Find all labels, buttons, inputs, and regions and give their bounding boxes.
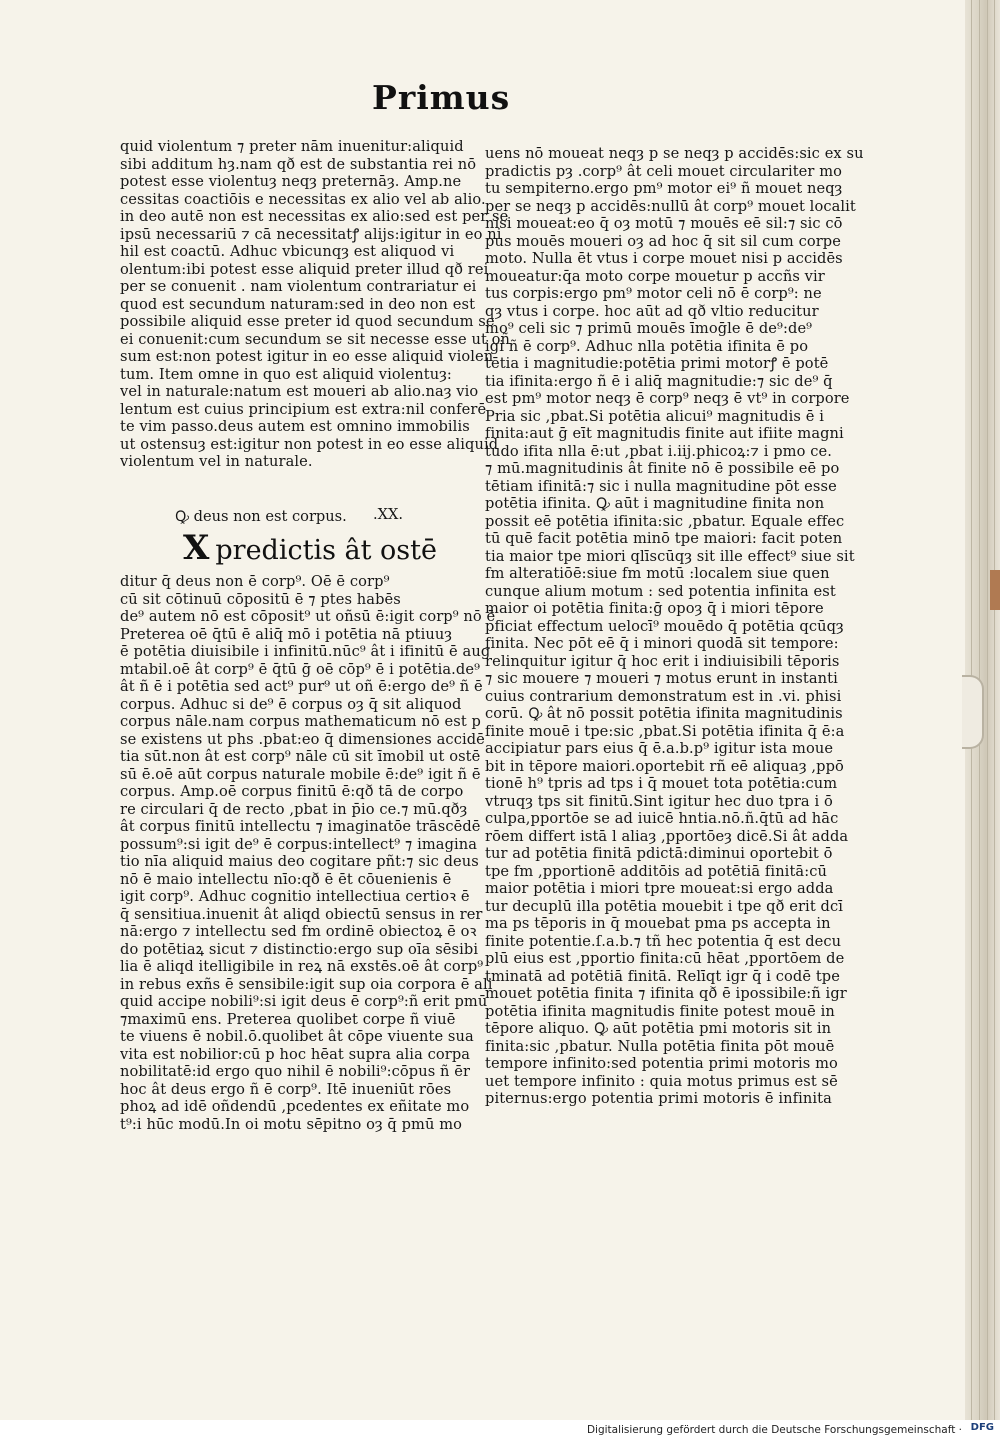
text-line: potētia ifinita magnitudis finite potest mouē in bbox=[485, 1002, 835, 1020]
text-line: de⁹ autem nō est cōposit⁹ ut oñsū ē:igit corp⁹ nō ē bbox=[120, 608, 496, 625]
text-line: corū. Ꝙ ât nō possit potētia ifinita magnitudinis bbox=[485, 705, 843, 722]
text-line: possit eē potētia ifinita:sic ,pbatur. Equale effec bbox=[485, 512, 845, 530]
text-line: olentum:ibi potest esse aliquid preter illud qð rei bbox=[120, 260, 489, 278]
text-line: culpa,pportōe se ad iuicē hntia.nō.ñ.q̄tū ad hāc bbox=[485, 810, 839, 827]
text-line: uens nō moueat neqȝ p se neqȝ p accidēs:sic ex su bbox=[485, 145, 864, 162]
text-line: cuius contrarium demonstratum est in .vi. phisi bbox=[485, 687, 842, 705]
text-line: tempore infinito:sed potentia primi motoris mo bbox=[485, 1055, 838, 1072]
text-line: mtabil.oē ât corp⁹ ē q̄tū ḡ oē cōp⁹ ē i potētia.de⁹ bbox=[120, 660, 481, 678]
left-column-body bbox=[120, 573, 495, 1133]
text-line: Preterea oē q̄tū ē aliq̄ mō i potētia nā ptiuuȝ bbox=[120, 625, 453, 643]
text-line: bit in tēpore maiori.oportebit rñ eē aliquaȝ ,ppō bbox=[485, 757, 844, 775]
text-line: fm alteratiōē:siue fm motū :localem siue quen bbox=[485, 565, 830, 582]
digitization-footer bbox=[0, 1420, 1000, 1442]
text-line: nā:ergo ⁊ intellectu sed fm ordinē obiectoꝝ ē oꝛ bbox=[120, 923, 477, 940]
text-line: corpus nāle.nam corpus mathematicum nō est p bbox=[120, 713, 481, 730]
text-line: vtruqȝ tps sit finitū.Sint igitur hec duo tpra i ō bbox=[485, 792, 833, 810]
text-line: ut ostensuȝ est:igitur non potest in eo esse aliquid bbox=[120, 435, 499, 453]
text-line: do potētiaꝝ sicut ⁊ distinctio:ergo sup oīa sēsibi bbox=[120, 940, 479, 958]
text-line: mo⁹ celi sic ⁊ primū mouēs īmoḡle ē de⁹:de⁹ bbox=[485, 320, 813, 337]
section-opening bbox=[183, 528, 437, 568]
text-line: se existens ut phs .pbat:eo q̄ dimensiones accidē bbox=[120, 730, 485, 748]
text-line: tudo ifita nl̄la ē:ut ,pbat i.iij.phicoꝝ:⁊ i pmo ce. bbox=[485, 442, 832, 460]
text-line: vita est nobilior:cū p hoc hēat supra alia corpa bbox=[120, 1045, 471, 1063]
text-line: pficiat effectum uelocī⁹ mouēdo q̄ potētia qcūqȝ bbox=[485, 617, 844, 635]
text-line: possibile aliquid esse preter id quod secundum se bbox=[120, 313, 495, 330]
text-line: corpus. Amp.oē corpus finitū ē:qð tā de corpo bbox=[120, 783, 464, 800]
text-line: moto. Nulla ēt vtus i corpe mouet nisi p accidēs bbox=[485, 250, 843, 267]
right-column bbox=[485, 145, 864, 1108]
text-line: ei conuenit:cum secundum se sit necesse esse ut oñ bbox=[120, 330, 511, 348]
text-line: tētiam ifinitā:⁊ sic i nulla magnitudine pōt esse bbox=[485, 477, 837, 495]
text-line: per se conuenit . nam violentum contrariatur ei bbox=[120, 278, 477, 295]
text-line: tio nīa aliquid maius deo cogitare pñt:⁊ sic deus bbox=[120, 853, 479, 870]
page-clip bbox=[962, 675, 984, 749]
text-line: igi ñ ē corp⁹. Adhuc nl̄la potētia ifinita ē po bbox=[485, 337, 809, 355]
text-line: hoc ât deus ergo ñ ē corp⁹. Itē inueniūt rōes bbox=[120, 1080, 452, 1098]
text-line: tētia i magnitudie:potētia primi motorꝭ ē potē bbox=[485, 355, 829, 372]
text-line: cū sit cōtinuū cōpositū ē ⁊ ptes habēs bbox=[120, 590, 401, 608]
text-line: cessitas coactiōis e necessitas ex alio vel ab alio. bbox=[120, 190, 486, 208]
text-line: tia maior tpe miori qlīscūqȝ sit ille effect⁹ siue sit bbox=[485, 547, 855, 565]
text-line: maior potētia i miori tpre moueat:si ergo adda bbox=[485, 880, 834, 897]
text-line: finita. Nec pōt eē q̄ i minori quodā sit tempore: bbox=[485, 635, 839, 652]
text-line: tur decuplū illa potētia mouebit i tpe qð erit dcī bbox=[485, 897, 844, 915]
text-line: tpe fm ,pportionē additōis ad potētiā finitā:cū bbox=[485, 862, 828, 880]
text-line: quod est secundum naturam:sed in deo non est bbox=[120, 295, 476, 313]
text-line: te vim passo.deus autem est omnino immobilis bbox=[120, 418, 470, 435]
text-line: mouet potētia finita ⁊ ifinita qð ē ipossibile:ñ igr bbox=[485, 985, 847, 1002]
text-line: potētia ifinita. Ꝙ aūt i magnitudine finita non bbox=[485, 495, 825, 512]
text-line: nobilitatē:id ergo quo nihil ē nobili⁹:cōpus ñ ēr bbox=[120, 1063, 471, 1080]
running-header: Primus bbox=[372, 78, 511, 117]
dfg-logo: DFG bbox=[970, 1422, 994, 1433]
text-line: relinquitur igitur q̄ hoc erit i indiuisibili tēporis bbox=[485, 652, 840, 670]
text-line: potest esse violentuȝ neqȝ preternāȝ. Amp.ne bbox=[120, 173, 462, 190]
text-line: vel in naturale:natum est moueri ab alio.naȝ vio bbox=[120, 383, 479, 400]
text-line: lentum est cuius principium est extra:nil conferē bbox=[120, 400, 487, 418]
text-line: tu sempiterno.ergo pm⁹ motor ei⁹ ñ mouet neqȝ bbox=[485, 180, 843, 197]
text-line: tum. Item omne in quo est aliquid violentuȝ: bbox=[120, 365, 452, 383]
text-line: Pria sic ,pbat.Si potētia alicui⁹ magnitudis ē i bbox=[485, 407, 824, 425]
text-line: lia ē aliqd itelligibile in reꝝ nā exstēs.oē ât corp⁹ bbox=[120, 958, 484, 975]
text-line: ⁊ mū.magnitudinis ât finite nō ē possibile eē po bbox=[485, 460, 840, 477]
section-heading: Ꝙ deus non est corpus. bbox=[175, 508, 347, 525]
text-line: finita:aut ḡ eīt magnitudis finite aut ifiite magni bbox=[485, 425, 844, 442]
text-line: tū quē facit potētia minō tpe maiori: facit poten bbox=[485, 530, 843, 547]
text-line: t⁹:i hūc modū.In oi motu sēpitno oȝ q̄ pmū mo bbox=[120, 1115, 463, 1133]
text-line: igit corp⁹. Adhuc cognitio intellectiua certioꝛ ē bbox=[120, 888, 470, 905]
text-line: violentum vel in naturale. bbox=[120, 453, 313, 470]
text-line: tminatā ad potētiā finitā. Relīqt igr q̄ i codē tpe bbox=[485, 967, 840, 985]
text-line: tēpore aliquo. Ꝙ aūt potētia pmi motoris sit in bbox=[485, 1020, 832, 1037]
text-line: corpus. Adhuc si de⁹ ē corpus oȝ q̄ sit aliquod bbox=[120, 695, 462, 713]
text-line: sibi additum hȝ.nam qð est de substantia rei nō bbox=[120, 155, 477, 173]
text-line: phoꝝ ad idē oñdendū ,pcedentes ex eñitate mo bbox=[120, 1098, 470, 1115]
text-line: nō ē maio intellectu nīo:qð ē ēt cōuenienis ē bbox=[120, 870, 452, 888]
bookmark-ribbon bbox=[990, 570, 1000, 610]
text-line: finite mouē i tpe:sic ,pbat.Si potētia ifinita q̄ ē:a bbox=[485, 722, 845, 740]
text-line: in rebus exñs ē sensibile:igit sup oia corpora ē ali bbox=[120, 975, 493, 993]
text-line: piternus:ergo potentia primi motoris ē infinita bbox=[485, 1090, 832, 1107]
text-line: plū eius est ,pportio finita:cū hēat ,pportōem de bbox=[485, 950, 845, 967]
footer-credit: Digitalisierung gefördert durch die Deutsche Forschungsgemeinschaft · bbox=[586, 1424, 962, 1436]
left-column-top bbox=[120, 138, 510, 471]
text-line: nisi moueat:eo q̄ oȝ motū ⁊ mouēs eē sil:⁊ sic cō bbox=[485, 215, 843, 232]
text-line: qȝ vtus i corpe. hoc aūt ad qð vltio reducitur bbox=[485, 302, 819, 320]
text-line: q̄ sensitiua.inuenit ât aliqd obiectū sensus in rer bbox=[120, 905, 483, 923]
text-line: ē potētia diuisibile i infinitū.nūc⁹ ât i ifinitū ē aug bbox=[120, 643, 491, 660]
text-line: possum⁹:si igit de⁹ ē corpus:intellect⁹ ⁊ imagina bbox=[120, 835, 478, 853]
text-line: maior oi potētia finita:ḡ opoȝ q̄ i miori tēpore bbox=[485, 600, 824, 617]
text-line: finita:sic ,pbatur. Nulla potētia finita pōt mouē bbox=[485, 1037, 835, 1055]
text-line: est pm⁹ motor neqȝ ē corp⁹ neqȝ ē vt⁹ in corpore bbox=[485, 390, 850, 407]
text-line: sū ē.oē aūt corpus naturale mobile ē:de⁹ igit ñ ē bbox=[120, 765, 481, 783]
text-line: cunque alium motum : sed potentia infinita est bbox=[485, 582, 836, 600]
text-line: ditur q̄ deus non ē corp⁹. Oē ē corp⁹ bbox=[120, 573, 390, 590]
text-line: sum est:non potest igitur in eo esse aliquid violen bbox=[120, 348, 494, 365]
initial-letter: X bbox=[183, 528, 210, 568]
text-line: ma ps tēporis in q̄ mouebat pma ps accepta in bbox=[485, 915, 831, 932]
text-line: accipiatur pars eius q̄ ē.a.b.p⁹ igitur ista moue bbox=[485, 740, 834, 757]
text-line: tur ad potētia finitā pdictā:diminui oportebit ō bbox=[485, 845, 833, 862]
text-line: ⁊ sic mouere ⁊ moueri ⁊ motus erunt in instanti bbox=[485, 670, 838, 687]
text-line: ipsū necessariū ⁊ cā necessitatꝭ alijs:igitur in eo ni bbox=[120, 225, 502, 243]
text-line: pus mouēs moueri oȝ ad hoc q̄ sit sil cum corpe bbox=[485, 232, 841, 250]
text-line: ât ñ ē i potētia sed act⁹ pur⁹ ut oñ ē:ergo de⁹ ñ ē bbox=[120, 678, 483, 695]
text-line: per se neqȝ p accidēs:nullū ât corp⁹ mouet localit bbox=[485, 197, 856, 215]
text-line: quid violentum ⁊ preter nām inuenitur:aliquid bbox=[120, 138, 464, 155]
text-line: tia ifinita:ergo ñ ē i aliq̄ magnitudie:⁊ sic de⁹ q̄ bbox=[485, 372, 833, 390]
section-number: .XX. bbox=[373, 506, 404, 523]
text-line: rōem differt istā l aliaȝ ,pportōeȝ dicē.Si ât adda bbox=[485, 827, 849, 845]
text-line: in deo autē non est necessitas ex alio:sed est per se bbox=[120, 208, 509, 225]
text-line: quid accipe nobili⁹:si igit deus ē corp⁹:ñ erit pmū bbox=[120, 993, 488, 1010]
text-line: te viuens ē nobil.ō.quolibet ât cōpe viuente sua bbox=[120, 1028, 474, 1045]
opening-words: predictis ât ostē bbox=[215, 535, 437, 566]
text-line: ât corpus finitū intellectu ⁊ imaginatōe trāscēdē bbox=[120, 818, 481, 835]
text-line: tionē h⁹ tpris ad tps i q̄ mouet tota potētia:cum bbox=[485, 775, 838, 792]
text-line: moueatur:q̄a moto corpe mouetur p accñs vir bbox=[485, 267, 825, 285]
text-line: finite potentie.ſ.a.b.⁊ tñ hec potentia q̄ est decu bbox=[485, 932, 842, 950]
text-line: pradictis pȝ .corp⁹ ât celi mouet circulariter mo bbox=[485, 162, 843, 180]
text-line: hil est coactū. Adhuc vbicunqȝ est aliquod vi bbox=[120, 243, 455, 260]
text-line: tus corpis:ergo pm⁹ motor celi nō ē corp⁹: ne bbox=[485, 285, 822, 302]
text-line: uet tempore infinito : quia motus primus est sē bbox=[485, 1072, 838, 1090]
text-line: tia sūt.non ât est corp⁹ nāle cū sit īmobil ut ostē bbox=[120, 748, 481, 765]
text-line: ⁊maximū ens. Preterea quolibet corpe ñ viuē bbox=[120, 1010, 456, 1028]
text-line: re circulari q̄ de recto ,pbat in p̄io ce.⁊ mū.qðȝ bbox=[120, 800, 468, 818]
